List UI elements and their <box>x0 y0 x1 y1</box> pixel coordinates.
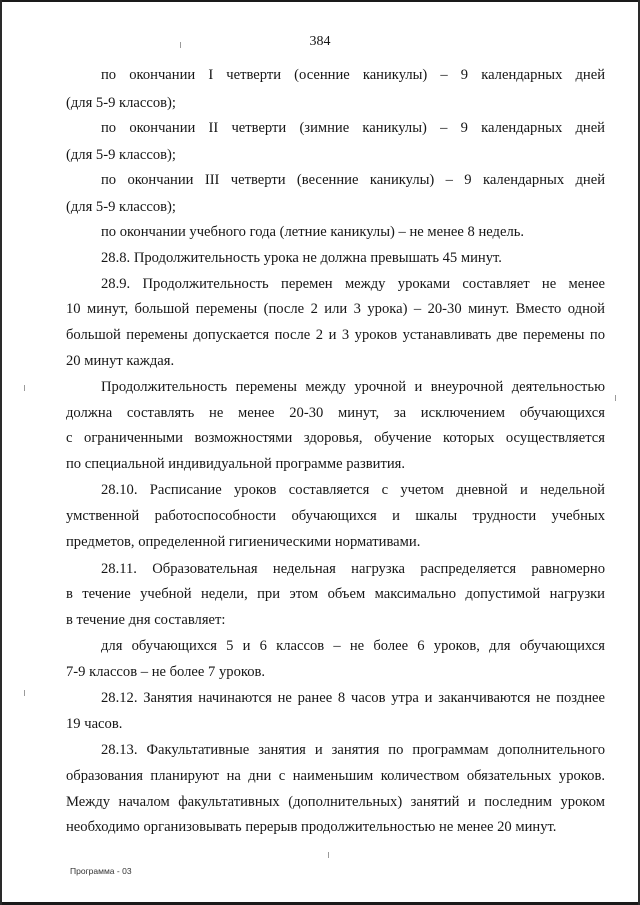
text-line: 28.10. Расписание уроков составляется с учетом дневной и недельной <box>101 482 605 498</box>
scan-speck <box>24 385 25 391</box>
text-line: по окончании I четверти (осенние каникулы) – 9 календарных дней <box>101 67 605 83</box>
text-line: 10 минут, большой перемены (после 2 или 3 урока) – 20-30 минут. Вместо одной <box>66 301 605 317</box>
text-line: (для 5-9 классов); <box>66 199 176 215</box>
text-line: 28.13. Факультативные занятия и занятия по программам дополнительного <box>101 742 605 758</box>
scan-border-top <box>0 0 640 2</box>
text-line: 20 минут каждая. <box>66 353 175 369</box>
scan-speck <box>615 395 616 401</box>
text-line: предметов, определенной гигиеническими нормативами. <box>66 534 421 550</box>
text-line: в течение учебной недели, при этом объем максимально допустимой нагрузки <box>66 586 605 602</box>
text-line: по окончании II четверти (зимние каникулы) – 9 календарных дней <box>101 120 605 136</box>
text-line: по окончании учебного года (летние каникулы) – не менее 8 недель. <box>101 224 525 240</box>
text-line: 28.8. Продолжительность урока не должна превышать 45 минут. <box>101 250 502 266</box>
text-line: Между началом факультативных (дополнительных) занятий и последним уроком <box>66 794 605 810</box>
text-line: по окончании III четверти (весенние каникулы) – 9 календарных дней <box>101 172 605 188</box>
page-number: 384 <box>309 34 331 49</box>
footer-note: Программа - 03 <box>70 866 132 876</box>
text-line: 28.12. Занятия начинаются не ранее 8 часов утра и заканчиваются не позднее <box>101 690 605 706</box>
text-line: (для 5-9 классов); <box>66 95 176 111</box>
text-line: 7-9 классов – не более 7 уроков. <box>66 664 266 680</box>
text-line: необходимо организовывать перерыв продолжительностью не менее 20 минут. <box>66 819 557 835</box>
scan-border-left <box>0 0 2 905</box>
text-line: 28.11. Образовательная недельная нагрузка распределяется равномерно <box>101 561 605 577</box>
text-line: образования планируют на дни с наименьшим количеством обязательных уроков. <box>66 768 605 784</box>
text-line: Продолжительность перемены между урочной и внеурочной деятельностью <box>101 379 605 395</box>
text-line: для обучающихся 5 и 6 классов – не более 6 уроков, для обучающихся <box>101 638 605 654</box>
text-line: 28.9. Продолжительность перемен между уроками составляет не менее <box>101 276 605 292</box>
text-line: в течение дня составляет: <box>66 612 226 628</box>
text-line: (для 5-9 классов); <box>66 147 176 163</box>
scan-speck <box>328 852 329 858</box>
scan-speck <box>24 690 25 696</box>
text-line: большой перемены допускается после 2 и 3 уроков устанавливать две перемены по <box>66 327 605 343</box>
text-line: с ограниченными возможностями здоровья, обучение которых осуществляется <box>66 430 605 446</box>
text-line: умственной работоспособности обучающихся и шкалы трудности учебных <box>66 508 605 524</box>
text-line: 19 часов. <box>66 716 123 732</box>
text-line: должна составлять не менее 20-30 минут, за исключением обучающихся <box>66 405 605 421</box>
text-line: по специальной индивидуальной программе развития. <box>66 456 405 472</box>
